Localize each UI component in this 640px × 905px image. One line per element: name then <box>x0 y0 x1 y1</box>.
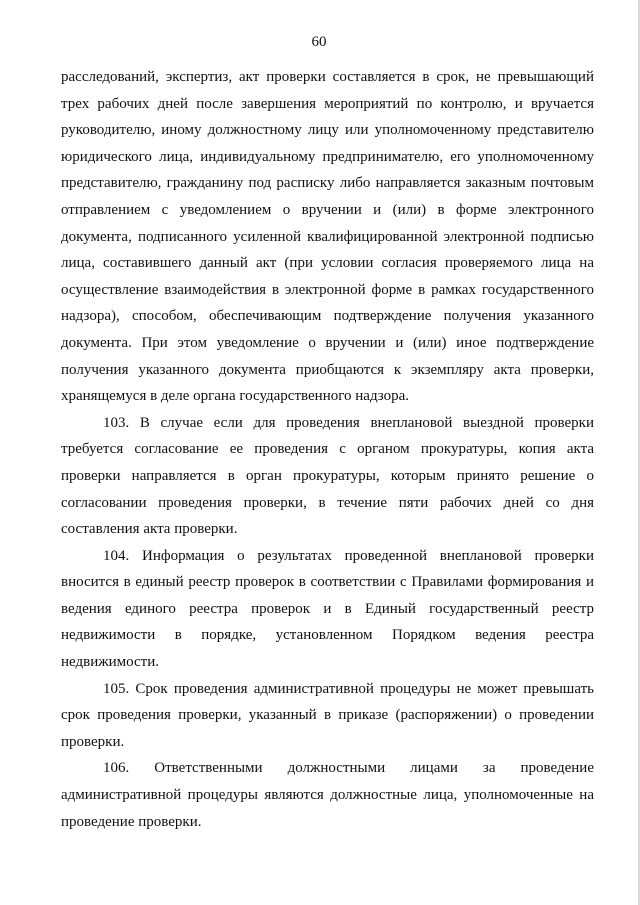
paragraph-106: 106. Ответственными должностными лицами за проведение административной процедуры являются должностные лица, уполномоченные на проведение проверки. <box>61 760 594 830</box>
document-body <box>61 64 594 835</box>
paragraph-continuation: расследований, экспертиз, акт проверки составляется в срок, не превышающий трех рабочих дней после завершения мероприятий по контролю, и вручается руководителю, иному должностному лицу или уполномоченному представителю юридического лица, индивидуальному предпринимателю, его уполномоченному представителю, гражданину под расписку либо направляется заказным почтовым отправлением с уведомлением о вручении и (или) в форме электронного документа, подписанного усиленной квалифицированной электронной подписью лица, составившего данный акт (при условии согласия проверяемого лица на осуществление взаимодействия в электронной форме в рамках государственного надзора), способом, обеспечивающим подтверждение получения указанного документа. При этом уведомление о вручении и (или) иное подтверждение получения указанного документа приобщаются к экземпляру акта проверки, хранящемуся в деле органа государственного надзора. <box>61 69 594 405</box>
page-number: 60 <box>311 34 327 50</box>
paragraph-105: 105. Срок проведения административной процедуры не может превышать срок проведения проверки, указанный в приказе (распоряжении) о проведении проверки. <box>61 680 594 750</box>
paragraph-103: 103. В случае если для проведения внеплановой выездной проверки требуется согласование ее проведения с органом прокуратуры, копия акта проверки направляется в орган прокуратуры, которым принято решение о согласовании проведения проверки, в течение пяти рабочих дней со дня составления акта проверки. <box>61 414 594 538</box>
paragraph-104: 104. Информация о результатах проведенной внеплановой проверки вносится в единый реестр проверок в соответствии с Правилами формирования и ведения единого реестра проверок и в Единый государственный реестр недвижимости в порядке, установленном Порядком ведения реестра недвижимости. <box>61 547 594 671</box>
